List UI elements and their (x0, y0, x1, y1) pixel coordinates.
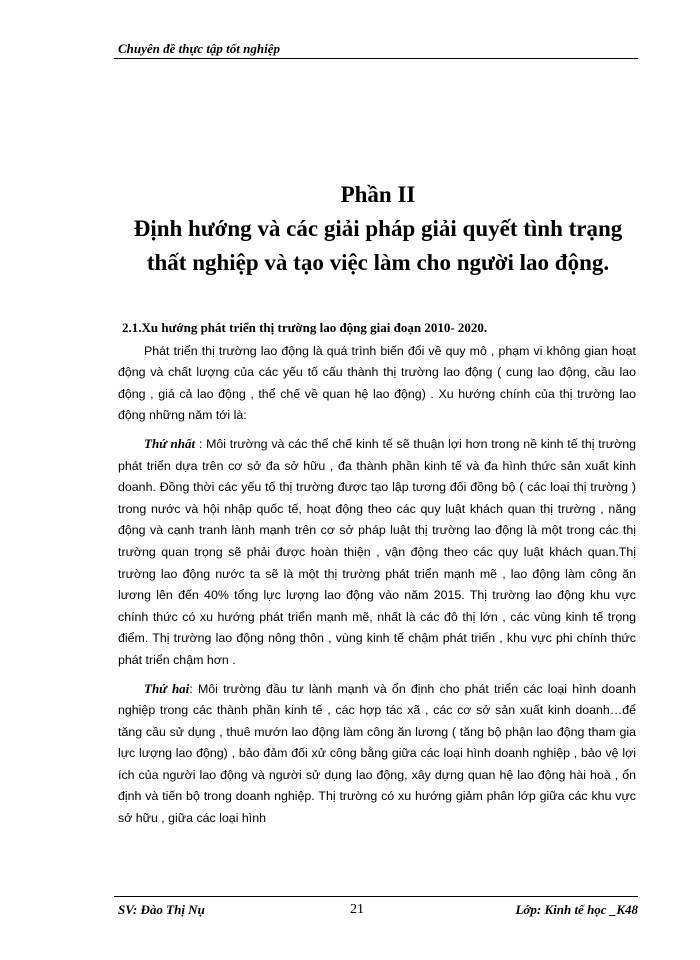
footer-class: Lớp: Kinh tế học _K48 (515, 902, 638, 917)
paragraph-first (118, 433, 636, 672)
footer-student: SV: Đào Thị Nụ (118, 902, 205, 917)
footer-divider (114, 896, 638, 897)
paragraph-intro (118, 341, 636, 427)
part-number: Phần II (340, 182, 416, 207)
paragraph-first-lead: Thứ nhất (144, 435, 196, 451)
page-number: 21 (350, 902, 364, 917)
paragraph-first-text: : Môi trường và các thể chế kinh tế sẽ thuận lợi hơn trong nề kinh tế thị trường phát triển dựa trên cơ sở đa sở hữu , đa thành phần kinh tế và đa hình thức sản xuất kinh doanh. Đồng thời các yếu tố thị trường được tạo lập tương đối đồng bộ ( các loại thị trường ) trong nước và hội nhập quốc tế, hoạt động theo các quy luật khách quan thị trường , năng động và cạnh tranh lành mạnh trên cơ sở pháp luật thị trường lao động là một trong các thị trường quan trọng sẽ phải được hoàn thiện , vận động theo các quy luật khách quan.Thị trường lao động nước ta sẽ là một thị trường phát triển mạnh mẽ , lao động làm công ăn lương lên đến 40% tổng lực lượng lao động vào năm 2015. Thị trường lao động khu vực chính thức có xu hướng phát triển mạnh mẽ, nhất là các đô thị lớn , các vùng kinh tế trọng điểm. Thị trường lao động nông thôn , vùng kinh tế chậm phát triển , khu vực phi chính thức phát triển chậm hơn . (118, 436, 636, 667)
paragraph-intro-text: Phát triển thị trường lao động là quá trình biến đổi về quy mô , phạm vi không gian hoạt động và chất lượng của các yếu tố cấu thành thị trường lao động ( cung lao động, cầu lao động , giá cả lao động , thể chế về quan hệ lao động) . Xu hướng chính của thị trường lao động những năm tới là: (118, 343, 636, 423)
paragraph-second (118, 678, 636, 830)
paragraph-second-lead: Thứ hai (144, 680, 190, 696)
part-title-line-1: Định hướng và các giải pháp giải quyết tình trạng (133, 216, 623, 241)
part-title-block (118, 178, 638, 280)
part-title-line-2: thất nghiệp và tạo việc làm cho người lao động. (146, 250, 610, 275)
body-text (118, 317, 636, 836)
header-divider (114, 58, 638, 59)
running-header: Chuyên đề thực tập tốt nghiệp (118, 41, 280, 56)
section-heading: 2.1.Xu hướng phát triển thị trường lao động giai đoạn 2010- 2020. (122, 320, 488, 335)
paragraph-second-text: : Môi trường đầu tư lành mạnh và ổn định cho phát triển các loại hình doanh nghiệp trong các thành phần kinh tế , các hợp tác xã , các cơ sở sản xuất kinh doanh…để tăng cầu sử dụng , thuê mướn lao động làm công ăn lương ( tăng bộ phận lao động tham gia lực lượng lao động) , bảo đảm đối xử công bằng giữa các loại hình doanh nghiệp , bảo vệ lợi ích của người lao động và người sử dụng lao động, xây dựng quan hệ lao động hài hoà , ổn định và tiến bộ trong doanh nghiệp. Thị trường có xu hướng giảm phân lớp giữa các khu vực sở hữu , giữa các loại hình (118, 681, 636, 826)
